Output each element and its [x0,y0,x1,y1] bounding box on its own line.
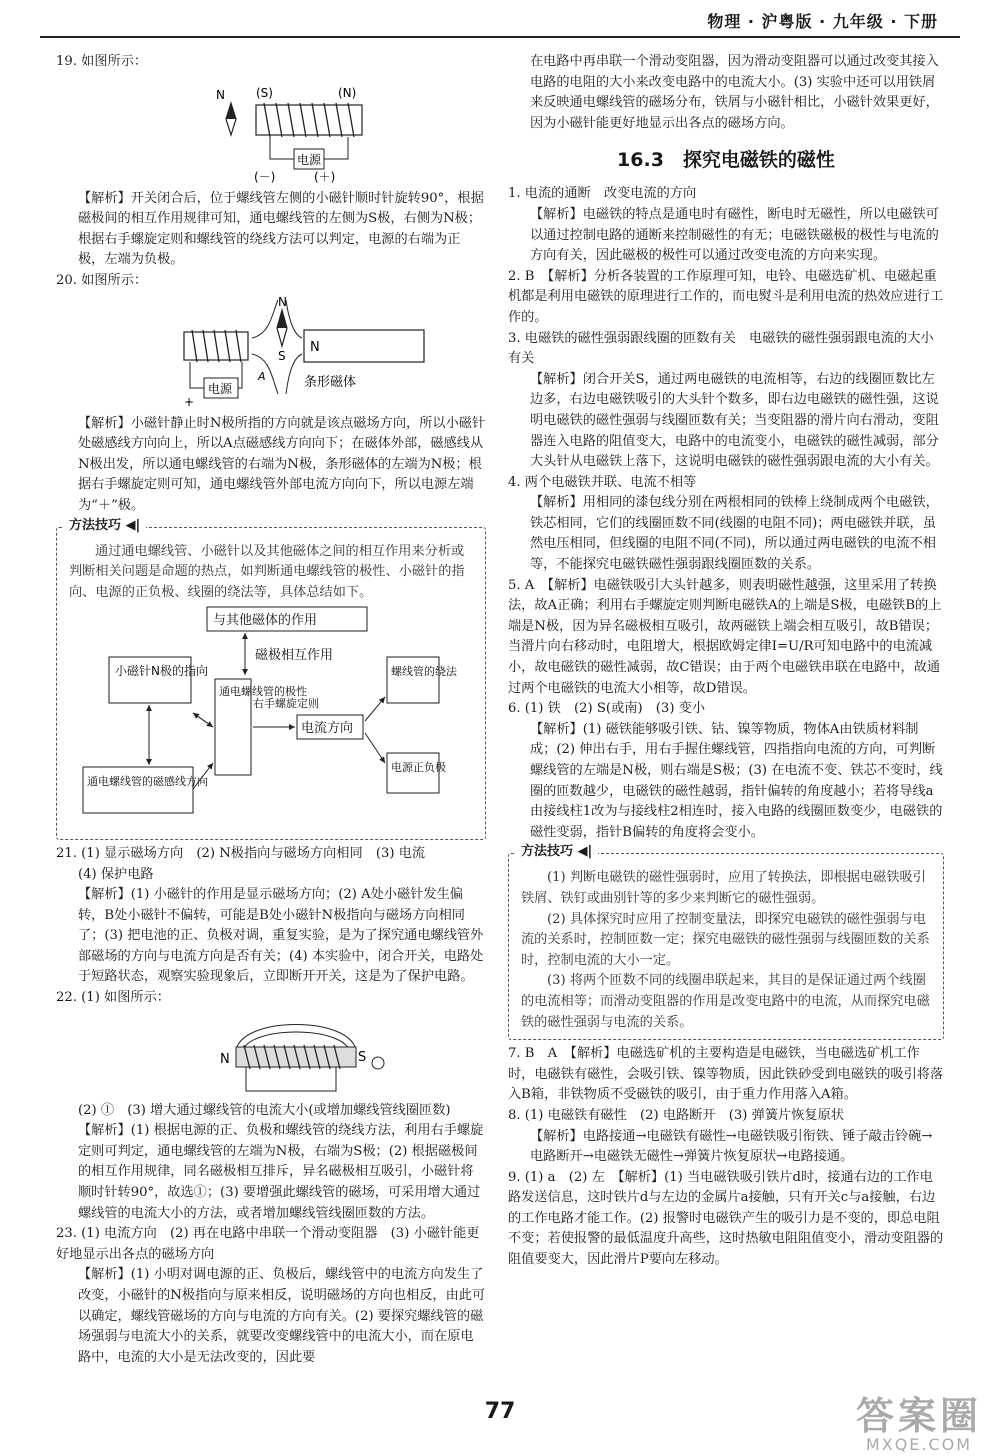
item-4: 4. 两个电磁铁并联、电流不相等 【解析】用相同的漆包线分别在两根相同的铁棒上绕制成两个电磁铁，铁芯相同，它们的线圈匝数不同(线圈的电阻不同)；两电磁铁并联，虽然电压相同，但线圈的电阻不同(不同)，所以通过两电磁铁的电流不相等，不能探究电磁铁磁性强弱跟线圈匝数的关系。 [508,474,939,573]
q20-plus: + [184,394,195,409]
item-3: 3. 电磁铁的磁性强弱跟线圈的匝数有关 电磁铁的磁性强弱跟电流的大小有关 【解析】闭合开关S，通过两电磁铁的电流相等，右边的线圈匝数比左边多，右边电磁铁吸引的大头针个数多，即右边电磁铁的磁性强，这说明电磁铁的磁性强弱与线圈匝数有关；当变阻器的滑片向右滑动，变阻器连入电路的阻值变大，电路中的电流变小，电磁铁的磁性减弱，部分大头针从电磁铁上落下，这说明电磁铁的磁性强弱跟电流的大小有关。 [508,330,939,470]
q21-answer-2: (4) 保护电路 [78,866,154,882]
item-7: 7. B A 【解析】电磁选矿机的主要构造是电磁铁，当电磁选矿机工作时，电磁铁有磁性，会吸引铁、镍等物质，因此铁砂受到电磁铁的吸引将落入B箱，非铁物质不受磁铁的吸引，由于重力作用落入A箱。 [508,1046,944,1103]
q19-diagram [56,75,486,187]
q19-plus-label: (＋) [314,169,336,184]
q20-analysis: 【解析】小磁针静止时N极所指的方向就是该点磁场方向，所以小磁针处磁感线方向向上，所以A点磁感线方向向下；在磁体外部，磁感线从N极出发，所以通电螺线管的右端为N极，条形磁体的左端为N极；根据右手螺旋定则可知，通电螺线管外部电流方向向下，所以电源左端为“＋”极。 [78,415,486,513]
q20-power: 电源 [208,381,233,396]
q21-analysis: 【解析】(1) 小磁针的作用是显示磁场方向；(2) A处小磁针发生偏转，B处小磁针不偏转，可能是B处小磁针N极指向与磁场方向相同了；(3) 把电池的正、负极对调，重复实验，是为了探究通电螺线管外部磁场的方向与电流方向是否有关；(4) 本实验中，闭合开关，电路处于短路状态，观察实验现象后，立即断开开关，这是为了保护电路。 [78,887,484,985]
q19-title: 19. 如图所示： [56,54,148,69]
q19-figure [56,75,486,187]
q20-diagram [56,294,486,412]
flow-center: 通电螺线管的极性 [219,685,307,699]
q19-analysis: 【解析】开关闭合后，位于螺线管左侧的小磁针顺时针旋转90°，根据磁极间的相互作用规律可知，通电螺线管的左侧为S极，右侧为N极；根据右手螺旋定则和螺线管的绕线方法可以判定，电源的右端为正极，左端为负极。 [78,190,484,268]
page-number: 77 [484,1399,516,1424]
q22-figure [56,1011,486,1099]
item-8: 8. (1) 电磁铁有磁性 (2) 电路断开 (3) 弹簧片恢复原状 【解析】电路接通→电磁铁有磁性→电磁铁吸引衔铁、锤子敲击铃碗→电路断开→电磁铁无磁性→弹簧片恢复原状→电路接通。 [508,1107,933,1165]
flow-winding: 螺线管的绕法 [391,665,457,679]
tips2-p1: (1) 判断电磁铁的磁性强弱时，应用了转换法，即根据电磁铁吸引铁屑、铁钉或曲别针等的多少来判断它的磁性强弱。 [521,870,926,906]
page-header: 物理 · 沪粤版 · 九年级 · 下册 [707,12,938,31]
q20-bar-label: 条形磁体 [304,374,357,390]
right-column [508,52,944,1271]
q19-s-label: (S) [256,85,273,100]
q21-answer-1: 21. (1) 显示磁场方向 (2) N极指向与磁场方向相同 (3) 电流 [56,845,426,861]
q20-bar-n: N [310,339,320,355]
method-tips-box-2 [508,844,944,1040]
flow-rule: 右手螺旋定则 [253,697,319,711]
q19-n-label: (N) [338,85,357,100]
watermark-logo: 答案圈 MXQE.COM [855,1394,982,1454]
q20-needle-n: N [278,294,287,309]
q22-diagram [56,1011,486,1099]
flow-top: 与其他磁体的作用 [213,613,318,629]
tips2-p2: (2) 具体探究时应用了控制变量法，即探究电磁铁的磁性强弱与电流的关系时，控制匝数一定；探究电磁铁的磁性强弱与线圈匝数的关系时，控制电流的大小一定。 [521,911,930,968]
q22-s-label: S [358,1049,367,1065]
q19-needle-n: N [216,87,225,102]
flow-current: 电流方向 [301,721,354,737]
item-1: 1. 电流的通断 改变电流的方向 【解析】电磁铁的特点是通电时有磁性，断电时无磁性，所以电磁铁可以通过控制电路的通断来控制磁性的有无；电磁铁磁极的极性与电流的方向有关，因此磁极的极性可以通过改变电流的方向来实现。 [508,186,939,264]
q23-analysis: 【解析】(1) 小明对调电源的正、负极后，螺线管中的电流方向发生了改变，小磁针的N极指向与原来相反，说明磁场的方向也相反，由此可以确定，螺线管磁场的方向与电流的方向有关。(2) 要探究螺线管的磁场强弱与电流大小的关系，就要改变螺线管中的电流大小，而在原电路中，电流的大小是无法改变的，因此要 [78,1267,486,1365]
item-2: 2. B 【解析】分析各装置的工作原理可知，电铃、电磁选矿机、电磁起重机都是利用电磁铁的原理进行工作的，而电熨斗是利用电流的热效应进行工作的。 [508,268,944,325]
method-tips-title-2: 方法技巧 ◀| [515,842,598,863]
q20-figure [56,294,486,412]
q22-n-label: N [220,1051,230,1067]
q20-needle-s: S [278,348,286,363]
flow-interaction: 磁极相互作用 [255,648,334,664]
tips1-intro: 通过通电螺线管、小磁针以及其他磁体之间的相互作用来分析或判断相关问题是命题的热点，如判断通电螺线管的极性、小磁针的指向、电源的正负极、线圈的绕法等，具体总结如下。 [69,543,465,600]
item-6: 6. (1) 铁 (2) S(或南) (3) 变小 【解析】(1) 磁铁能够吸引铁、钴、镍等物质，物体A由铁质材料制成；(2) 伸出右手，用右手握住螺线管，四指指向电流的方向，可判断螺线管的左端是N极，则右端是S极；(3) 在电流不变、铁芯不变时，线圈的匝数越少，电磁铁的磁性越弱，指针偏转的角度越小；若将导线a由接线柱1改为与接线柱2相连时，接入电路的线圈匝数变少，电磁铁的磁性变弱，指针B偏转的角度将会变小。 [508,701,943,840]
q19-power-label: 电源 [297,152,322,167]
method-tips-title-1: 方法技巧 ◀| [63,516,146,537]
q22-analysis: 【解析】(1) 根据电源的正、负极和螺线管的绕线方法，利用右手螺旋定则可判定，通电螺线管的左端为N极，右端为S极；(2) 根据磁极间的相互作用规律，同名磁极相互排斥，异名磁极相互吸引，小磁针将顺时针转90°，故选①；(3) 要增强此螺线管的磁场，可采用增大通过螺线管的电流大小的方法，或者增加螺线管线圈匝数的方法。 [78,1123,484,1221]
q23-continuation: 在电路中再串联一个滑动变阻器，因为滑动变阻器可以通过改变其接入电路的电阻的大小来改变电路中的电流大小。(3) 实验中还可以用铁屑来反映通电螺线管的磁场分布，铁屑与小磁针相比，小磁针效果更好，因为小磁针能更好地显示出各点的磁场方向。 [530,54,939,131]
q20-title: 20. 如图所示： [56,272,148,288]
method-tips-box-1 [56,517,486,840]
q23-answer: 23. (1) 电流方向 (2) 再在电路中串联一个滑动变阻器 (3) 小磁针能更好地显示出各点的磁场方向 [56,1226,480,1262]
q20-point-a: A [258,369,266,383]
item-5: 5. A 【解析】电磁铁吸引大头针越多，则表明磁性越强，这里采用了转换法，故A正确；利用右手螺旋定则判断电磁铁A的上端是S极，电磁铁B的上端是N极，因为异名磁极相互吸引，故两磁铁上端会相互吸引，故B错误；当滑片向右移动时，电阻增大，根据欧姆定律I=U/R可知电路中的电流减小，故电磁铁的磁性减弱，故C错误；由于两个电磁铁串联在电路中，故通过两个电磁铁的电流大小相等，故D错误。 [508,577,942,696]
header-rule [40,36,960,38]
q22-title: 22. (1) 如图所示： [56,990,170,1006]
section-title: 16.3 探究电磁铁的磁性 [617,149,835,172]
tips1-flowchart [69,603,475,825]
tips2-p3: (3) 将两个匝数不同的线圈串联起来，其目的是保证通过两个线圈的电流相等；而滑动变阻器的作用是改变电路中的电流，从而探究电磁铁的磁性强弱与电流的关系。 [521,973,930,1030]
flow-needle: 小磁针N极的指向 [115,664,208,679]
q19-minus-label: (－) [254,169,276,184]
item-9: 9. (1) a (2) 左 【解析】(1) 当电磁铁吸引铁片d时，接通右边的工作电路发送信息，这时铁片d与左边的金属片a接触，只有开关c与a接触，右边的工作电路才能工作。(2) 报警时电磁铁产生的吸引力是不变的，即总电阻不变；若使报警的最低温度升高些，这时热敏电阻阻值变小，滑动变阻器的阻值要变大，因此滑片P要向左移动。 [508,1169,944,1268]
flow-poles: 电源正负极 [391,761,446,775]
left-column [56,52,486,1368]
flow-field-line: 通电螺线管的磁感线方向 [87,775,208,789]
q22-answer-2: (2) ① (3) 增大通过螺线管的电流大小(或增加螺线管线圈匝数) [78,1102,451,1118]
